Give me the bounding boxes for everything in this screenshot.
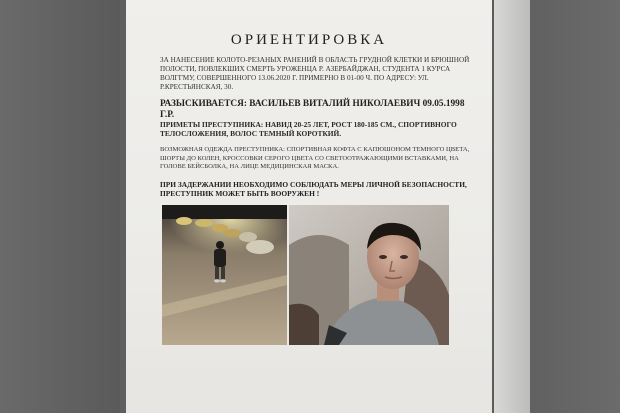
desk-background-left xyxy=(0,0,120,413)
suspect-description: ПРИМЕТЫ ПРЕСТУПНИКА: НАВИД 20-25 ЛЕТ, РОСТ 180-185 СМ., СПОРТИВНОГО ТЕЛОСЛОЖЕНИЯ, ВОЛОС ТЕМНЫЙ КОРОТКИЙ. xyxy=(160,120,457,138)
safety-warning: ПРИ ЗАДЕРЖАНИИ НЕОБХОДИМО СОБЛЮДАТЬ МЕРЫ ЛИЧНОЙ БЕЗОПАСНОСТИ, ПРЕСТУПНИК МОЖЕТ БЫТЬ ВООРУЖЕН ! xyxy=(160,180,467,198)
portrait-photo xyxy=(289,205,449,345)
crime-description: ЗА НАНЕСЕНИЕ КОЛОТО-РЕЗАНЫХ РАНЕНИЙ В ОБЛАСТЬ ГРУДНОЙ КЛЕТКИ И БРЮШНОЙ ПОЛОСТИ, ПОВЛЕКШИХ СМЕРТЬ УРОЖЕНЦА Р. АЗЕРБАЙДЖАН, СТУДЕНТА 1 КУРСА ВОЛГГМУ, СОВЕРШЕННОГО 13.06.2020 Г. ПРИМЕРНО В 01-00 Ч. ПО АДРЕСУ: УЛ. Р.КРЕСТЬЯНСКАЯ, 30. xyxy=(160,56,470,91)
poster-title: ОРИЕНТИРОВКА xyxy=(230,32,388,48)
cctv-frame-icon xyxy=(162,205,287,345)
monitor-edge xyxy=(494,0,530,413)
wanted-poster xyxy=(126,0,492,413)
cctv-photo xyxy=(162,205,287,345)
wanted-person: РАЗЫСКИВАЕТСЯ: ВАСИЛЬЕВ ВИТАЛИЙ НИКОЛАЕВИЧ 09.05.1998 Г.Р. xyxy=(160,99,465,120)
suspect-clothing: ВОЗМОЖНАЯ ОДЕЖДА ПРЕСТУПНИКА: СПОРТИВНАЯ КОФТА С КАПЮШОНОМ ТЕМНОГО ЦВЕТА, ШОРТЫ ДО КОЛЕН, КРОССОВКИ СЕРОГО ЦВЕТА СО СВЕТООТРАЖАЮЩИМИ ВСТАВКАМИ, НА ГОЛОВЕ БЕЙСБОЛКА, НА ЛИЦЕ МЕДИЦИНСКАЯ МАСКА. xyxy=(160,146,470,170)
portrait-icon xyxy=(289,205,449,345)
